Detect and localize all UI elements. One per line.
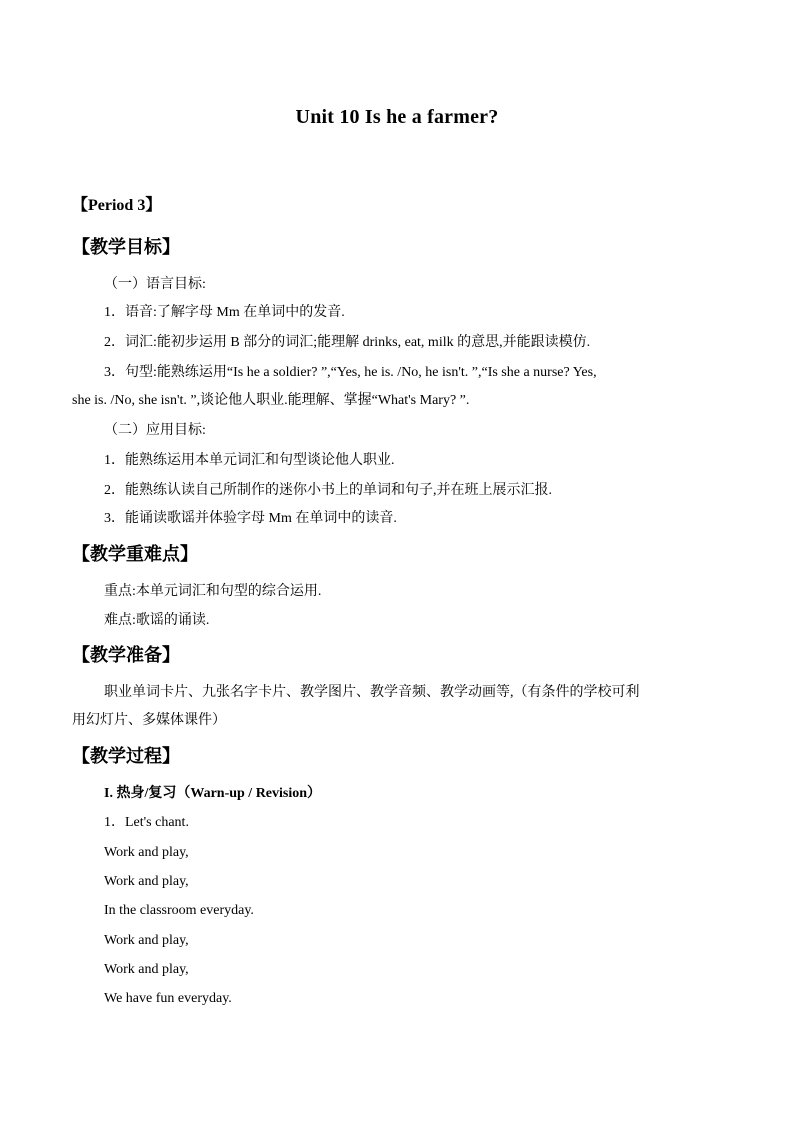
language-goal-item-continued: she is. /No, she isn't. ”,谈论他人职业.能理解、掌握“What's Mary? ”. <box>72 393 470 408</box>
period-heading: 【Period 3】 <box>72 197 162 214</box>
chant-line: We have fun everyday. <box>104 991 232 1006</box>
prep-text-line-2: 用幻灯片、多媒体课件） <box>72 713 226 728</box>
chant-title: 1．Let's chant. <box>104 815 189 830</box>
document-title: Unit 10 Is he a farmer? <box>295 106 499 128</box>
key-point-difficulty: 难点:歌谣的诵读. <box>104 613 210 628</box>
chant-line: Work and play, <box>104 874 189 889</box>
section-heading-key-points: 【教学重难点】 <box>72 544 198 565</box>
chant-line: Work and play, <box>104 845 189 860</box>
chant-line: In the classroom everyday. <box>104 903 254 918</box>
application-goals-title: （二）应用目标: <box>104 423 206 438</box>
chant-line: Work and play, <box>104 962 189 977</box>
application-goal-item: 1．能熟练运用本单元词汇和句型谈论他人职业. <box>104 453 395 468</box>
section-heading-process: 【教学过程】 <box>72 746 180 767</box>
prep-text-line-1: 职业单词卡片、九张名字卡片、教学图片、教学音频、教学动画等,（有条件的学校可利 <box>104 685 640 700</box>
application-goal-item: 3．能诵读歌谣并体验字母 Mm 在单词中的读音. <box>104 511 397 526</box>
key-point-focus: 重点:本单元词汇和句型的综合运用. <box>104 584 322 599</box>
application-goal-item: 2．能熟练认读自己所制作的迷你小书上的单词和句子,并在班上展示汇报. <box>104 483 552 498</box>
language-goals-title: （一）语言目标: <box>104 277 206 292</box>
chant-line: Work and play, <box>104 933 189 948</box>
language-goal-item: 3．句型:能熟练运用“Is he a soldier? ”,“Yes, he is. /No, he isn't. ”,“Is she a nurse? Yes, <box>104 365 597 380</box>
language-goal-item: 1．语音:了解字母 Mm 在单词中的发音. <box>104 305 345 320</box>
language-goal-item: 2．词汇:能初步运用 B 部分的词汇;能理解 drinks, eat, milk 的意思,并能跟读模仿. <box>104 335 591 350</box>
process-step-warmup: I. 热身/复习（Warn-up / Revision） <box>104 786 322 801</box>
section-heading-prep: 【教学准备】 <box>72 645 180 666</box>
section-heading-goals: 【教学目标】 <box>72 237 180 258</box>
